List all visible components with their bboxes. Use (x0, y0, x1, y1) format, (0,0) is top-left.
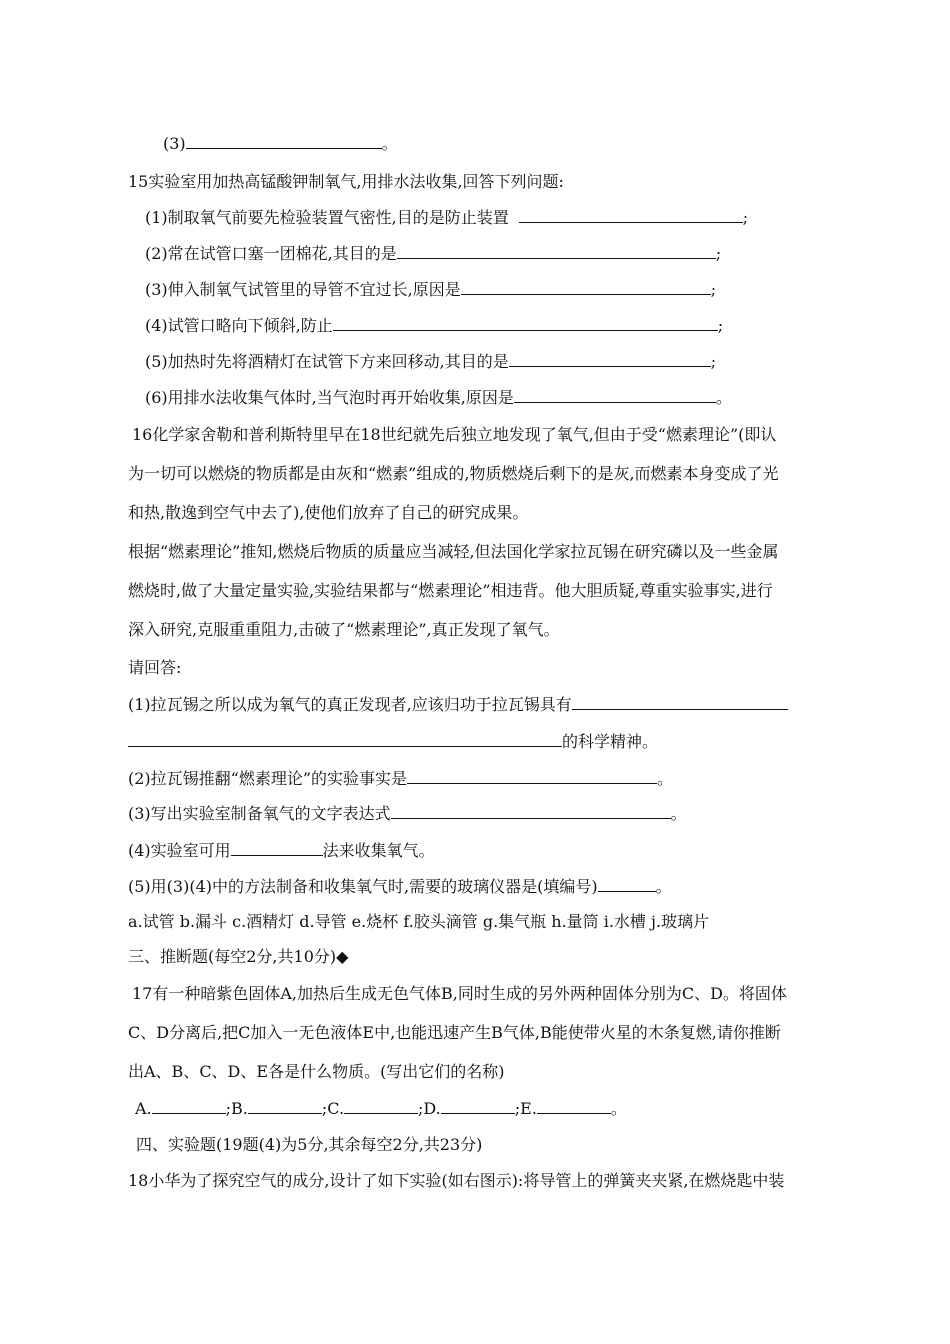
q16-answer-5: (5)用(3)(4)中的方法制备和收集氧气时,需要的玻璃仪器是(填编号) 。 (128, 877, 672, 896)
answer-blank[interactable] (231, 840, 323, 856)
q16-paragraph-1-line-2: 为一切可以燃烧的物质都是由灰和“燃素”组成的,物质燃烧后剩下的是灰,而燃素本身变成了光 (128, 464, 779, 483)
section-3-title: 三、推断题(每空2分,共10分)◆ (128, 947, 349, 966)
q15-item-2: (2)常在试管口塞一团棉花,其目的是 ; (145, 244, 722, 263)
q14-item-3: (3) 。 (163, 134, 398, 153)
answer-blank-a[interactable] (152, 1098, 226, 1114)
answer-blank[interactable] (572, 694, 788, 710)
answer-blank[interactable] (391, 803, 671, 819)
answer-blank[interactable] (509, 351, 711, 367)
q15-item-4: (4)试管口略向下倾斜,防止 ; (145, 316, 724, 335)
q16-paragraph-1-line-3: 和热,散逸到空气中去了),使他们放弃了自己的研究成果。 (128, 503, 529, 522)
answer-blank[interactable] (407, 768, 657, 784)
q16-answer-4: (4)实验室可用 法来收集氧气。 (128, 841, 435, 860)
q15-stem: 15实验室用加热高锰酸钾制氧气,用排水法收集,回答下列问题: (128, 172, 564, 191)
answer-blank[interactable] (397, 243, 716, 259)
answer-blank-e[interactable] (537, 1098, 611, 1114)
answer-blank[interactable] (333, 315, 718, 331)
q17-line-2: C、D分离后,把C加入一无色液体E中,也能迅速产生B气体,B能使带火星的木条复燃,请你推断 (128, 1023, 781, 1042)
q17-answers: A. ;B. ;C. ;D. ;E. 。 (135, 1099, 627, 1118)
q15-item-5: (5)加热时先将酒精灯在试管下方来回移动,其目的是 ; (145, 352, 717, 371)
q18-line-1: 18小华为了探究空气的成分,设计了如下实验(如右图示):将导管上的弹簧夹夹紧,在燃烧匙中装 (128, 1171, 785, 1190)
q16-ask: 请回答: (128, 658, 182, 677)
answer-blank-d[interactable] (441, 1098, 515, 1114)
q15-item-1: (1)制取氧气前要先检验装置气密性,目的是防止装置 ; (145, 208, 749, 227)
q15-item-3: (3)伸入制氧气试管里的导管不宜过长,原因是 ; (145, 280, 717, 299)
answer-blank[interactable] (186, 133, 382, 149)
q16-paragraph-2-line-3: 深入研究,克服重重阻力,击破了“燃素理论”,真正发现了氧气。 (128, 620, 560, 639)
answer-blank-c[interactable] (344, 1098, 418, 1114)
q16-paragraph-1-line-1: 16化学家舍勒和普利斯特里早在18世纪就先后独立地发现了氧气,但由于受“燃素理论”(即认 (132, 425, 777, 444)
answer-blank-b[interactable] (248, 1098, 322, 1114)
q16-answer-2: (2)拉瓦锡推翻“燃素理论”的实验事实是 。 (128, 769, 674, 788)
q17-line-3: 出A、B、C、D、E各是什么物质。(写出它们的名称) (128, 1062, 505, 1081)
answer-blank[interactable] (514, 387, 716, 403)
answer-blank[interactable] (128, 731, 562, 747)
answer-blank[interactable] (598, 876, 656, 892)
q16-paragraph-2-line-1: 根据“燃素理论”推知,燃烧后物质的质量应当减轻,但法国化学家拉瓦锡在研究磷以及一些金属 (128, 542, 779, 561)
section-4-title: 四、实验题(19题(4)为5分,其余每空2分,共23分) (136, 1135, 483, 1154)
q15-item-6: (6)用排水法收集气体时,当气泡时再开始收集,原因是 。 (145, 388, 732, 407)
answer-blank[interactable] (461, 279, 711, 295)
q16-answer-1-cont: 的科学精神。 (128, 731, 658, 753)
q16-answer-3: (3)写出实验室制备氧气的文字表达式 。 (128, 804, 687, 823)
q17-line-1: 17有一种暗紫色固体A,加热后生成无色气体B,同时生成的另外两种固体分别为C、D。将固体 (132, 984, 787, 1003)
q16-answer-1: (1)拉瓦锡之所以成为氧气的真正发现者,应该归功于拉瓦锡具有 (128, 694, 788, 716)
q16-paragraph-2-line-2: 燃烧时,做了大量定量实验,实验结果都与“燃素理论”相违背。他大胆质疑,尊重实验事实,进行 (128, 581, 773, 600)
answer-blank[interactable] (519, 207, 743, 223)
q16-options: a.试管 b.漏斗 c.酒精灯 d.导管 e.烧杯 f.胶头滴管 g.集气瓶 h.量筒 i.水槽 j.玻璃片 (128, 912, 710, 931)
